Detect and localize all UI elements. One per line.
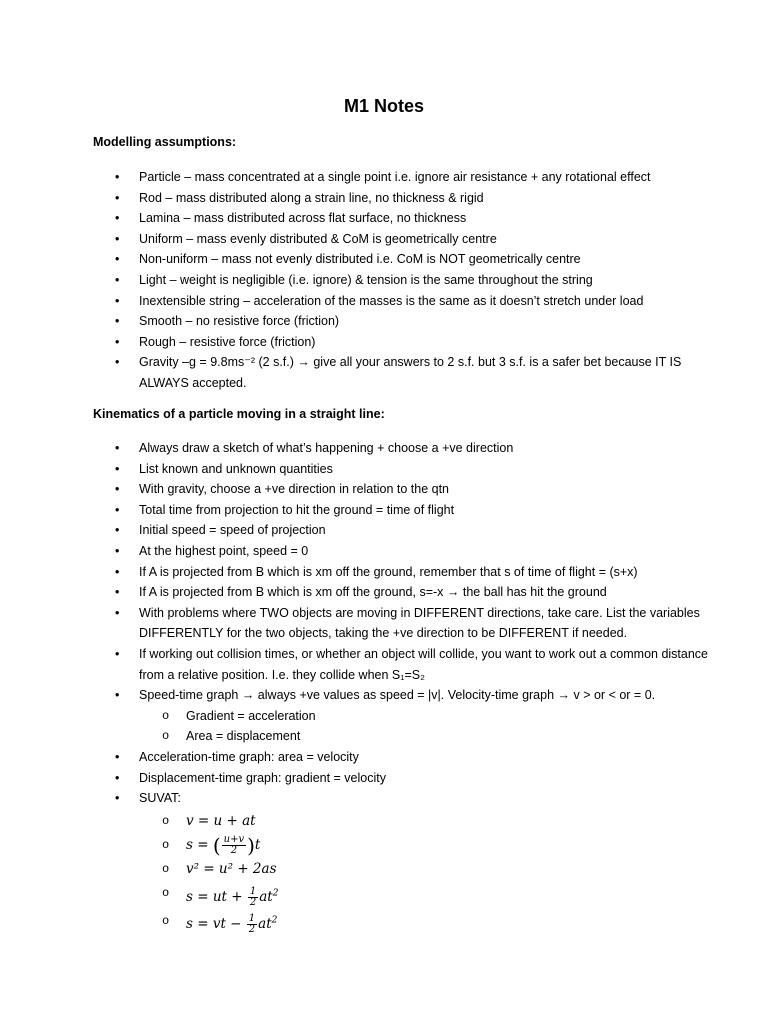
bullet-icon: • [115,190,120,205]
list-item [0,582,768,603]
list-item [0,768,768,789]
sub-list-item [139,706,708,727]
sub-bullet-icon: o [162,837,170,852]
list-item-text: If A is projected from B which is xm off the ground, s=-x → the ball has hit the ground [139,585,607,600]
sub-list [139,706,708,747]
bullet-icon: • [115,605,120,620]
sub-bullet-icon: o [162,886,170,901]
sub-bullet-icon: o [162,729,170,744]
list-item-text: Always draw a sketch of what’s happening + choose a +ve direction [139,441,514,455]
suvat-equation [139,833,708,858]
list-item-text: Particle – mass concentrated at a single point i.e. ignore air resistance + any rotational effect [139,170,651,184]
list-item [0,500,768,521]
list-item [0,208,768,229]
list-item-text: Inextensible string – acceleration of the masses is the same as it doesn’t stretch under load [139,293,644,308]
list-item [0,562,768,583]
section-heading-kinematics: Kinematics of a particle moving in a straight line: [93,407,385,421]
sub-list-item-text: Gradient = acceleration [186,708,316,723]
list-item-text: Gravity –g = 9.8ms⁻² (2 s.f.) → give all your answers to 2 s.f. but 3 s.f. is a safer bet because IT IS ALWAYS accepted. [139,355,682,390]
list-item [0,459,768,480]
bullet-icon: • [115,688,120,703]
bullet-icon: • [115,314,120,329]
suvat-equation [139,909,708,937]
list-item [0,311,768,332]
list-item-text: Uniform – mass evenly distributed & CoM is geometrically centre [139,231,497,246]
sub-bullet-icon: o [162,862,170,877]
kinematics-list [0,438,768,936]
list-item-text: With gravity, choose a +ve direction in relation to the qtn [139,482,450,497]
sub-list-item-text: Area = displacement [186,729,301,744]
bullet-icon: • [115,355,120,370]
bullet-icon: • [115,293,120,308]
suvat-equation [139,809,708,833]
list-item-text: Total time from projection to hit the ground = time of flight [139,502,455,517]
list-item [0,332,768,353]
section-heading-modelling: Modelling assumptions: [93,135,237,149]
bullet-icon: • [115,502,120,517]
list-item-text: If A is projected from B which is xm off the ground, remember that s of time of flight = (s+x) [139,564,638,579]
suvat-equation [139,881,708,909]
list-item [0,270,768,291]
equation-s-ut: s = ut + $\frac{1}{2}$ $at^2$ [186,885,279,908]
list-item-text: Lamina – mass distributed across flat surface, no thickness [139,211,467,226]
list-item [0,167,768,188]
bullet-icon: • [115,482,120,497]
bullet-icon: • [115,585,120,600]
list-item-text: Smooth – no resistive force (friction) [139,314,340,329]
equation-v-squared: v² = u² + 2as [186,861,277,878]
list-item [0,352,768,393]
equation-v-u-at: v = u + at [186,812,256,829]
sub-list-item [139,726,708,747]
list-item [0,747,768,768]
bullet-icon: • [115,523,120,538]
suvat-equation [139,857,708,881]
equation-s-vt: s = vt − $\frac{1}{2}$ $at^2$ [186,913,278,936]
suvat-label: SUVAT: [139,791,181,806]
list-item [0,479,768,500]
sub-bullet-icon: o [162,813,170,828]
list-item-text: Acceleration-time graph: area = velocity [139,749,359,764]
list-item [0,438,768,459]
list-item-text: Speed-time graph → always +ve values as speed = |v|. Velocity-time graph → v > or < or = 0. [139,688,656,703]
list-item-text: With problems where TWO objects are moving in DIFFERENT directions, take care. List the variables DIFFERENTLY for the two objects, taking the +ve direction to be DIFFERENT if needed. [139,605,700,641]
sub-bullet-icon: o [162,708,170,723]
list-item-text: Displacement-time graph: gradient = velocity [139,770,386,785]
bullet-icon: • [115,441,120,455]
list-item [0,788,768,936]
list-item-text: Initial speed = speed of projection [139,523,326,538]
list-item [0,229,768,250]
bullet-icon: • [115,564,120,579]
list-item-text: List known and unknown quantities [139,461,333,476]
list-item [0,644,768,685]
list-item-text: If working out collision times, or whether an object will collide, you want to work out a common distance from a relative position. I.e. they collide when S₁=S₂ [139,646,709,682]
bullet-icon: • [115,770,120,785]
list-item [0,603,768,644]
bullet-icon: • [115,231,120,246]
bullet-icon: • [115,334,120,349]
list-item [0,291,768,312]
list-item-text: At the highest point, speed = 0 [139,543,309,558]
bullet-icon: • [115,791,120,806]
bullet-icon: • [115,646,120,661]
list-item-text: Rough – resistive force (friction) [139,334,316,349]
list-item-text: Rod – mass distributed along a strain line, no thickness & rigid [139,190,484,205]
list-item [0,685,768,747]
bullet-icon: • [115,749,120,764]
list-item [0,188,768,209]
bullet-icon: • [115,272,120,287]
bullet-icon: • [115,252,120,267]
bullet-icon: • [115,170,120,184]
suvat-equations [139,809,708,937]
sub-bullet-icon: o [162,913,170,928]
bullet-icon: • [115,543,120,558]
equation-s-average-velocity: s = ( $\frac{u+v}{2}$ )t [186,833,261,858]
bullet-icon: • [115,211,120,226]
list-item-text: Light – weight is negligible (i.e. ignore) & tension is the same throughout the string [139,272,593,287]
page-title: M1 Notes [343,96,424,116]
bullet-icon: • [115,461,120,476]
list-item [0,249,768,270]
list-item [0,520,768,541]
list-item [0,541,768,562]
modelling-list [0,167,768,394]
list-item-text: Non-uniform – mass not evenly distributed i.e. CoM is NOT geometrically centre [139,252,581,267]
